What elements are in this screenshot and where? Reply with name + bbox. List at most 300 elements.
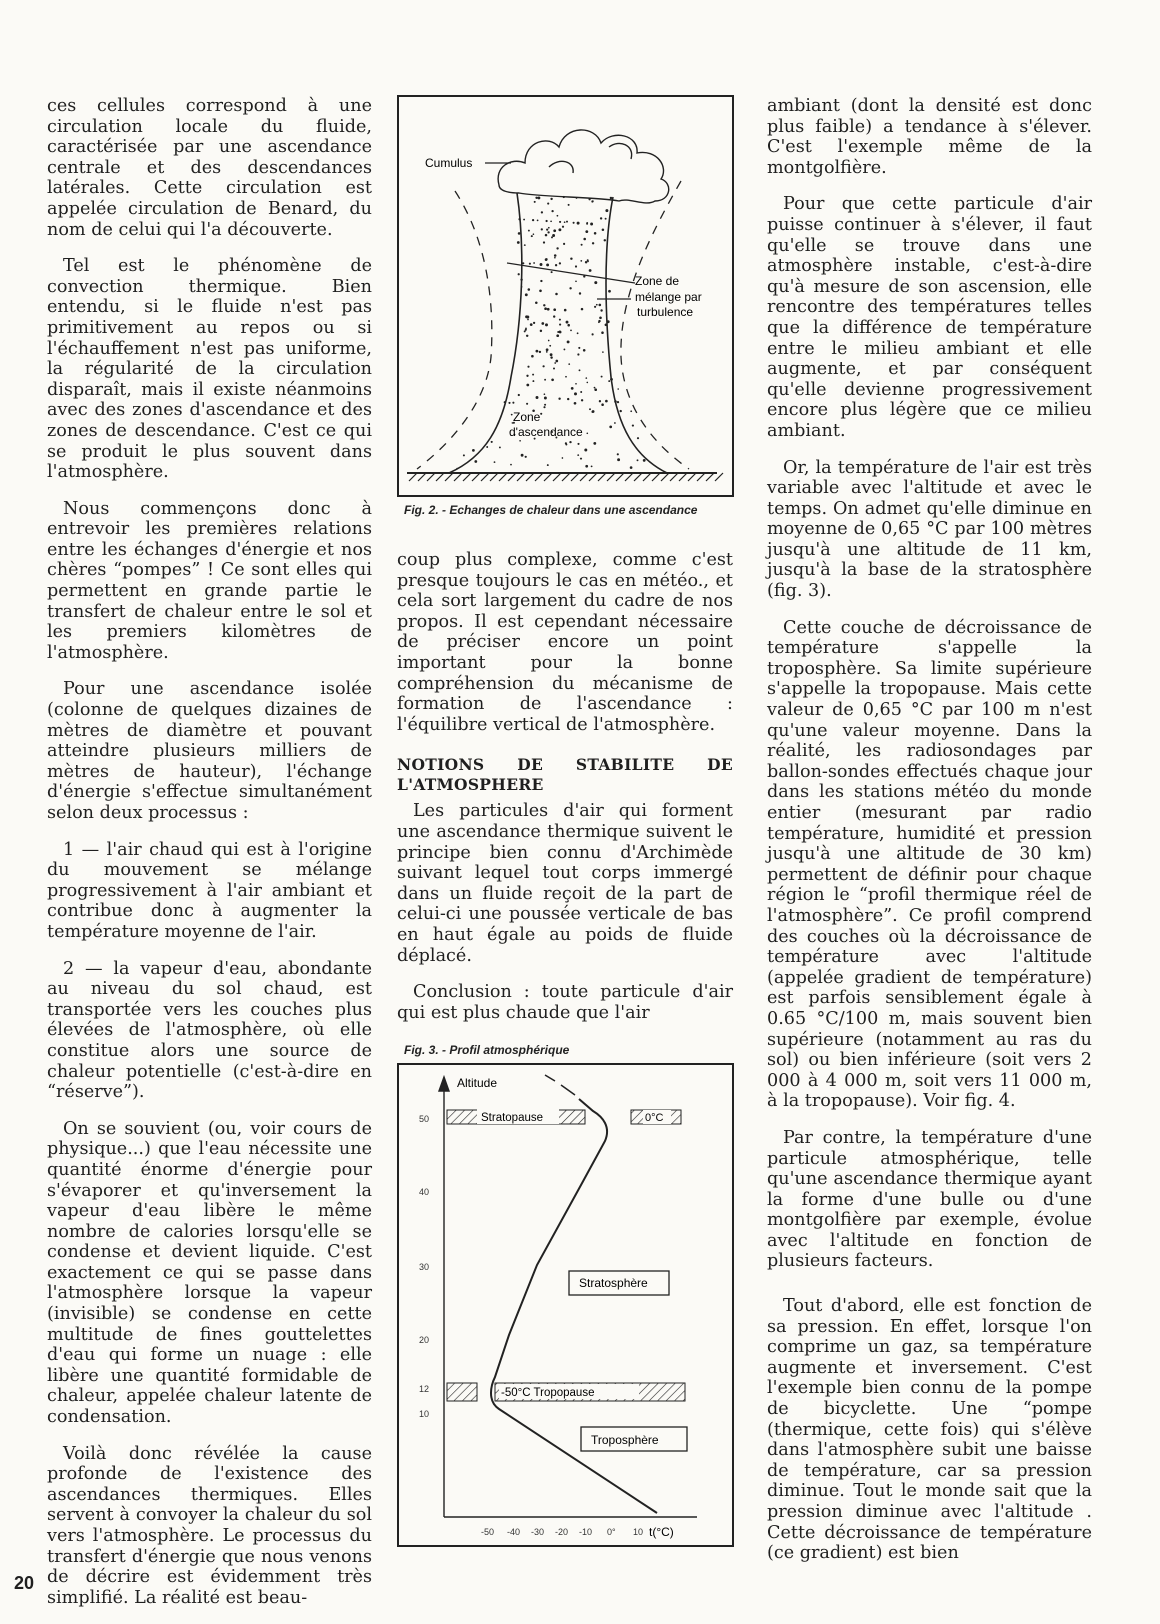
stipple-dot [541, 211, 543, 213]
y-tick-50: 50 [419, 1114, 430, 1124]
stipple-dot [524, 244, 526, 246]
stipple-dot [559, 324, 561, 326]
ground-hatch-stroke [472, 473, 480, 481]
paragraph: ces cellules correspond à une circulation locale du fluide, caractérisée par une ascendance centrale et des descendances latérales. Cette circulation est appelée circulation de Benard, du nom de celui qui l'a découverte. [47, 96, 372, 240]
stipple-dot [555, 360, 558, 363]
stipple-dot [491, 441, 493, 443]
stipple-dot [532, 380, 534, 382]
stipple-dot [566, 321, 569, 324]
ground-hatch-stroke [409, 473, 417, 481]
stipple-dot [567, 340, 570, 343]
stipple-dot [548, 227, 550, 229]
stipple-dot [599, 316, 602, 319]
ground-hatch-stroke [643, 473, 651, 481]
stipple-dot [518, 273, 520, 275]
altitude-label: Altitude [457, 1076, 498, 1090]
stipple-dot [559, 262, 561, 264]
stipple-dot [544, 379, 546, 381]
stipple-dot [586, 432, 588, 434]
stipple-dot [543, 241, 545, 243]
ground-hatch-stroke [670, 473, 678, 481]
stipple-dot [549, 345, 551, 347]
stipple-dot [494, 461, 496, 463]
stipple-dot [637, 459, 639, 461]
ground-hatch-stroke [679, 473, 687, 481]
cumulus-cloud [498, 130, 669, 203]
x-tick: -50 [481, 1527, 495, 1537]
ground-hatch-stroke [688, 473, 696, 481]
stipple-dot [539, 351, 541, 353]
stipple-dot [552, 234, 555, 237]
stipple-dot [558, 398, 560, 400]
text-column-right [767, 96, 1092, 1580]
stipple-dot [594, 232, 597, 235]
x-tick: 0° [607, 1527, 616, 1537]
stipple-dot [578, 347, 580, 349]
text-column-middle [397, 550, 733, 1039]
ground-hatch-stroke [616, 473, 624, 481]
stipple-dot [540, 413, 542, 415]
ascendance-label-2: d'ascendance [509, 425, 583, 439]
stipple-dot [527, 319, 529, 321]
stipple-dot [539, 289, 542, 292]
stipple-dot [545, 323, 548, 326]
stipple-dot [559, 221, 561, 223]
ground-hatch-stroke [634, 473, 642, 481]
stipple-dot [559, 331, 561, 333]
stratosphere-label: Stratosphère [579, 1276, 648, 1290]
stipple-dot [614, 422, 616, 424]
stipple-dot [610, 197, 612, 199]
stipple-dot [541, 322, 544, 325]
mixing-zone-left [417, 191, 492, 469]
stipple-dot [512, 402, 514, 404]
stipple-dot [542, 365, 544, 367]
stipple-dot [456, 468, 458, 470]
stipple-dot [518, 218, 520, 220]
stipple-dot [544, 393, 546, 395]
stipple-dot [532, 374, 534, 376]
stipple-dot [550, 220, 552, 222]
stipple-dot [518, 394, 520, 396]
stipple-dot [548, 340, 550, 342]
stipple-dot [546, 348, 549, 351]
paragraph: Les particules d'air qui forment une ascendance thermique suivent le principe bien connu d'Archimède suivant lequel tout corps immergé dans un fluide reçoit de la part de celui-ci une poussée verticale de bas en haut égale au poids de fluide déplacé. [397, 801, 733, 966]
stipple-dot [607, 320, 610, 323]
stipple-dot [568, 363, 570, 365]
ground-hatch-stroke [598, 473, 606, 481]
stipple-dot [620, 410, 622, 412]
stipple-dot [554, 257, 556, 259]
stipple-dot [585, 465, 588, 468]
stipple-dot [556, 334, 559, 337]
paragraph: 2 — la vapeur d'eau, abondante au niveau du sol chaud, est transportée vers les couches plus élevées de l'atmosphère, où elle constitue alors une source de chaleur potentielle (c'est-à-dire en “réserve”). [47, 958, 372, 1103]
ground-hatch-stroke [697, 473, 705, 481]
stipple-dot [567, 398, 569, 400]
x-tick: -20 [555, 1527, 569, 1537]
stipple-dot [534, 201, 536, 203]
mixing-label-3: turbulence [637, 305, 694, 319]
stipple-dot [540, 280, 542, 282]
stipple-dot [591, 465, 593, 467]
x-tick: -40 [507, 1527, 521, 1537]
ground-hatch-stroke [544, 473, 552, 481]
stipple-dot [520, 278, 522, 280]
stipple-dot [525, 456, 527, 458]
stipple-dot [568, 204, 570, 206]
stipple-dot [632, 425, 634, 427]
stipple-dot [544, 397, 547, 400]
stipple-dot [559, 319, 561, 321]
stipple-dot [600, 309, 602, 311]
stipple-dot [551, 271, 553, 273]
stipple-dot [605, 323, 608, 326]
stipple-dot [562, 226, 564, 228]
stipple-dot [557, 215, 559, 217]
stipple-dot [580, 391, 582, 393]
stipple-dot [586, 223, 588, 225]
stipple-dot [530, 323, 533, 326]
stipple-dot [598, 304, 601, 307]
stipple-dot [564, 221, 566, 223]
troposphere-label: Troposphère [591, 1433, 659, 1447]
stipple-dot [630, 410, 632, 412]
stipple-dot [586, 382, 588, 384]
stipple-dot [526, 403, 528, 405]
ground-hatch-stroke [652, 473, 660, 481]
stipple-dot [637, 437, 639, 439]
stipple-dot [535, 302, 538, 305]
stipple-dot [594, 387, 596, 389]
stipple-dot [579, 292, 581, 294]
stipple-dot [526, 384, 529, 387]
stipple-dot [517, 241, 520, 244]
stipple-dot [567, 324, 570, 327]
ground-hatch-stroke [715, 473, 723, 481]
stipple-dot [531, 235, 533, 237]
ground-hatch-stroke [562, 473, 570, 481]
stipple-dot [617, 388, 619, 390]
stipple-dot [589, 408, 591, 410]
stipple-dot [585, 261, 587, 263]
stipple-dot [583, 349, 586, 352]
y-tick-30: 30 [419, 1262, 430, 1272]
paragraph: Or, la température de l'air est très variable avec l'altitude et avec le temps. On admet qu'elle diminue en moyenne de 0,65 °C par 100 mètres jusqu'à une altitude de 11 km, jusqu'à la base de la stratosphère (fig. 3). [767, 457, 1092, 602]
stipple-dot [546, 351, 548, 353]
stipple-dot [576, 197, 578, 199]
stipple-dot [610, 378, 613, 381]
figure-3-drawing [399, 1065, 732, 1545]
stipple-dot [555, 293, 558, 296]
paragraph: On se souvient (ou, voir cours de physique...) que l'eau nécessite une quantité énorme d'énergie pour s'évaporer et qu'inversement la vapeur d'eau libère le même nombre de calories lorsqu'elle se condense et devient liquide. C'est exactement ce qui se passe dans l'atmosphère lorsque la vapeur (invisible) se condense en cette multitude de fines gouttelettes d'eau qui forme un nuage : elle libère une quantité formidable de chaleur, appelée chaleur latente de condensation. [47, 1118, 372, 1428]
ground-hatch-stroke [454, 473, 462, 481]
stipple-dot [587, 259, 589, 261]
stipple-dot [583, 238, 586, 241]
stipple-dot [585, 377, 587, 379]
stipple-dot [594, 306, 596, 308]
stipple-dot [584, 449, 587, 452]
stipple-dot [592, 242, 594, 244]
paragraph: Nous commençons donc à entrevoir les premières relations entre les échanges d'énergie et nos chères “pompes” ! Ce sont elles qui permettent en grande partie le transfert de chaleur entre le sol et les premiers kilomètres de l'atmosphère. [47, 498, 372, 663]
stipple-dot [604, 239, 606, 241]
stipple-dot [565, 444, 567, 446]
stipple-dot [585, 230, 588, 233]
stipple-dot [592, 410, 595, 413]
stipple-dot [499, 446, 501, 448]
stipple-dot [554, 254, 557, 257]
section-heading: NOTIONS DE STABILITE DE L'ATMOSPHERE [397, 755, 733, 795]
stipple-dot [528, 230, 530, 232]
mixing-zone-right [621, 181, 689, 469]
cumulus-label: Cumulus [425, 156, 473, 170]
stipple-dot [536, 396, 539, 399]
stipple-dot [550, 198, 552, 200]
stipple-dot [533, 233, 535, 235]
stipple-dot [551, 210, 553, 212]
ground-hatch-stroke [526, 473, 534, 481]
stipple-dot [553, 229, 556, 232]
mixing-leader-1 [507, 263, 635, 283]
stipple-dot [563, 243, 565, 245]
ground-hatch-stroke [508, 473, 516, 481]
stipple-dot [577, 353, 579, 355]
stipple-dot [522, 262, 524, 264]
stipple-dot [540, 263, 543, 266]
stipple-dot [533, 262, 535, 264]
stipple-dot [521, 286, 523, 288]
paragraph: Cette couche de décroissance de température s'appelle la troposphère. Sa limite supérieure s'appelle la tropopause. Mais cette valeur de 0,65 °C par 100 m n'est qu'une valeur moyenne. Dans la réalité, les radiosondages par ballon-sondes effectués chaque jour dans les stations météo du monde entier (mesurant par radio température, humidité et pression jusqu'à une altitude de 30 km) permettent de définir pour chaque région le “profil thermique réel de l'atmosphère”. Ce profil comprend des couches où la décroissance de température avec l'altitude (appelée gradient de température) est parfois sensiblement égale à 0.65 °C/100 m, mais souvent bien supérieure (notamment au ras du sol) ou bien inférieure (soit vers 2 000 à 4 000 m, soit vers 11 000 m, à la tropopause). Voir fig. 4. [767, 617, 1092, 1112]
stipple-dot [557, 331, 559, 333]
ground-hatch-stroke [517, 473, 525, 481]
stipple-dot [525, 328, 527, 330]
stipple-dot [593, 442, 596, 445]
stipple-dot [536, 350, 539, 353]
stipple-dot [580, 458, 582, 460]
stipple-dot [527, 366, 529, 368]
paragraph: Tel est le phénomène de convection thermique. Bien entendu, si le fluide n'est pas primitivement au repos ou si l'échauffement n'est pas uniforme, la régularité de la circulation disparaît, mais il existe néanmoins avec des zones d'ascendance et des zones de descendance. C'est ce qui se produit le plus souvent dans l'atmosphère. [47, 256, 372, 483]
stipple-dot [474, 460, 477, 463]
stipple-dot [577, 332, 579, 334]
stipple-dot [570, 257, 572, 259]
mixing-label-2: mélange par [635, 290, 702, 304]
figure-3-caption: Fig. 3. - Profil atmosphérique [404, 1043, 570, 1057]
mixing-label-1: Zone de [635, 274, 680, 288]
stipple-dot [551, 236, 553, 238]
stipple-dot [575, 280, 577, 282]
stipple-dot [577, 454, 579, 456]
stipple-dot [526, 335, 528, 337]
stipple-dot [608, 380, 610, 382]
ground-hatch-stroke [481, 473, 489, 481]
stipple-dot [601, 376, 603, 378]
stipple-dot [547, 464, 549, 466]
stipple-dot [598, 321, 600, 323]
stipple-dot [617, 458, 620, 461]
ground-hatch-stroke [427, 473, 435, 481]
ascendance-label-1: Zone [513, 410, 541, 424]
stipple-dot [555, 264, 557, 266]
ascendance-right-edge [606, 197, 667, 473]
stipple-dot [550, 356, 552, 358]
stipple-dot [569, 441, 571, 443]
stipple-dot [605, 218, 607, 220]
ground-hatch-stroke [706, 473, 714, 481]
stipple-dot [563, 348, 565, 350]
stipple-dot [575, 265, 577, 267]
stipple-dot [546, 229, 548, 231]
ground-hatch-stroke [553, 473, 561, 481]
stipple-dot [531, 355, 534, 358]
stipple-dot [602, 351, 604, 353]
stipple-dot [571, 387, 574, 390]
y-tick-20: 20 [419, 1335, 430, 1345]
stipple-dot [574, 402, 577, 405]
stipple-dot [486, 446, 488, 448]
stipple-dot [588, 198, 590, 200]
stipple-dot [570, 330, 572, 332]
ground-hatch-stroke [418, 473, 426, 481]
stipple-dot [565, 376, 567, 378]
stipple-dot [551, 378, 554, 381]
stipple-dot [508, 402, 510, 404]
stipple-dot [537, 220, 539, 222]
ground-hatch-stroke [661, 473, 669, 481]
ground-hatch-stroke [580, 473, 588, 481]
stipple-dot [545, 234, 548, 237]
x-tick: 10 [633, 1527, 644, 1537]
ground-hatch-stroke [625, 473, 633, 481]
stipple-dot [504, 401, 506, 403]
paragraph: Par contre, la température d'une particule atmosphérique, telle qu'une ascendance thermique ayant la forme d'une bulle ou d'une montgolfière par exemple, évolue avec l'altitude en fonction de plusieurs facteurs. [767, 1127, 1092, 1272]
stipple-dot [575, 383, 577, 385]
x-tick: -10 [579, 1527, 593, 1537]
stipple-dot [472, 449, 475, 452]
stipple-dot [546, 220, 548, 222]
stipple-dot [510, 464, 512, 466]
stipple-dot [525, 293, 528, 296]
stipple-dot [523, 219, 525, 221]
stipple-dot [592, 200, 594, 202]
stipple-dot [605, 400, 608, 403]
stratopause-label: Stratopause [481, 1112, 544, 1124]
stipple-dot [630, 466, 633, 469]
ground-hatch-stroke [535, 473, 543, 481]
stipple-dot [525, 315, 528, 318]
paragraph: Tout d'abord, elle est fonction de sa pression. En effet, lorsque l'on comprime un gaz, sa température augmente et inversement. C'est l'exemple bien connu de la pompe de bicyclette. Une “pompe (thermique, cette fois) qui s'élève dans l'atmosphère subit une baisse de température, car sa pression diminue. Tout le monde sait que la pression diminue avec l'altitude . Cette décroissance de température (ce gradient) est bien [767, 1296, 1092, 1564]
figure-2-caption: Fig. 2. - Echanges de chaleur dans une ascendance [404, 503, 698, 517]
stipple-dot [521, 454, 524, 457]
stipple-dot [532, 219, 534, 221]
ground-hatch-stroke [445, 473, 453, 481]
stipple-dot [614, 400, 617, 403]
stipple-dot [590, 223, 593, 226]
stipple-dot [541, 228, 543, 230]
stipple-dot [547, 308, 550, 311]
stipple-dot [564, 309, 567, 312]
paragraph: ambiant (dont la densité est donc plus faible) a tendance à s'élever. C'est l'exemple même de la montgolfière. [767, 96, 1092, 178]
zero-c-label: 0°C [645, 1112, 664, 1124]
page-number: 20 [14, 1573, 35, 1593]
stipple-dot [579, 369, 581, 371]
paragraph: 1 — l'air chaud qui est à l'origine du mouvement se mélange progressivement à l'air ambiant et contribue donc à augmenter la température moyenne de l'air. [47, 839, 372, 942]
figure-2-ascendance [397, 95, 734, 497]
ground-hatch [409, 473, 723, 481]
stipple-dot [533, 322, 535, 324]
stipple-dot [589, 269, 592, 272]
stipple-dot [537, 196, 540, 199]
stipple-dot [601, 403, 604, 406]
stipple-dot [577, 222, 580, 225]
profile-dashed-top [545, 1075, 575, 1095]
stipple-dot [553, 315, 555, 317]
stipple-dot [592, 333, 594, 335]
stipple-dot [547, 203, 549, 205]
altitude-axis-arrow [439, 1077, 449, 1091]
stipple-dot [609, 426, 612, 429]
stipple-dot [553, 308, 556, 311]
stipple-dot [540, 330, 542, 332]
stipple-dot [600, 217, 602, 219]
stipple-dot [596, 304, 598, 306]
stipple-dot [546, 258, 548, 260]
figure-2-drawing [399, 97, 732, 495]
temperature-unit-label: t(°C) [649, 1525, 674, 1539]
y-tick-40: 40 [419, 1187, 430, 1197]
stipple-dot [543, 304, 545, 306]
stipple-dot [643, 459, 646, 462]
stipple-dot [544, 307, 547, 310]
ground-hatch-stroke [436, 473, 444, 481]
ground-hatch-stroke [589, 473, 597, 481]
stipple-dot [562, 457, 564, 459]
ground-hatch-stroke [571, 473, 579, 481]
stipple-dot [581, 244, 583, 246]
stipple-dot [599, 400, 601, 402]
stipple-dot [554, 362, 556, 364]
stipple-dot [574, 392, 577, 395]
ground-hatch-stroke [499, 473, 507, 481]
text-column-left [47, 96, 372, 1624]
stipple-dot [580, 260, 582, 262]
stipple-dot [563, 196, 565, 198]
stipple-dot [547, 231, 549, 233]
stipple-dot [594, 388, 597, 391]
stipple-dot [518, 232, 521, 235]
stipple-dot [463, 454, 465, 456]
tropopause-band-left [447, 1383, 477, 1401]
stipple-dot [581, 308, 584, 311]
stipple-dot [617, 453, 619, 455]
stipple-dot [528, 288, 531, 291]
ground-hatch-stroke [463, 473, 471, 481]
ground-hatch-stroke [490, 473, 498, 481]
stipple-dot [601, 331, 604, 334]
stipple-dot [602, 228, 605, 231]
ground-hatch-stroke [607, 473, 615, 481]
paragraph: coup plus complexe, comme c'est presque toujours le cas en météo., et cela sort largement du cadre de nos propos. Il est cependant nécessaire de préciser encore un point important pour la bonne compréhension du mécanisme de formation de l'ascendance : l'équilibre vertical de l'atmosphère. [397, 550, 733, 735]
y-tick-10: 10 [419, 1409, 430, 1419]
stipple-dot [605, 209, 608, 212]
stipple-dot [558, 228, 561, 231]
stipple-dot [569, 287, 571, 289]
y-tick-12: 12 [419, 1384, 430, 1394]
stipple-dot [617, 401, 619, 403]
stipple-dot [608, 290, 611, 293]
stipple-dot [550, 353, 553, 356]
stipple-dot [546, 263, 549, 266]
stipple-dot [519, 440, 521, 442]
stipple-dot [594, 281, 597, 284]
